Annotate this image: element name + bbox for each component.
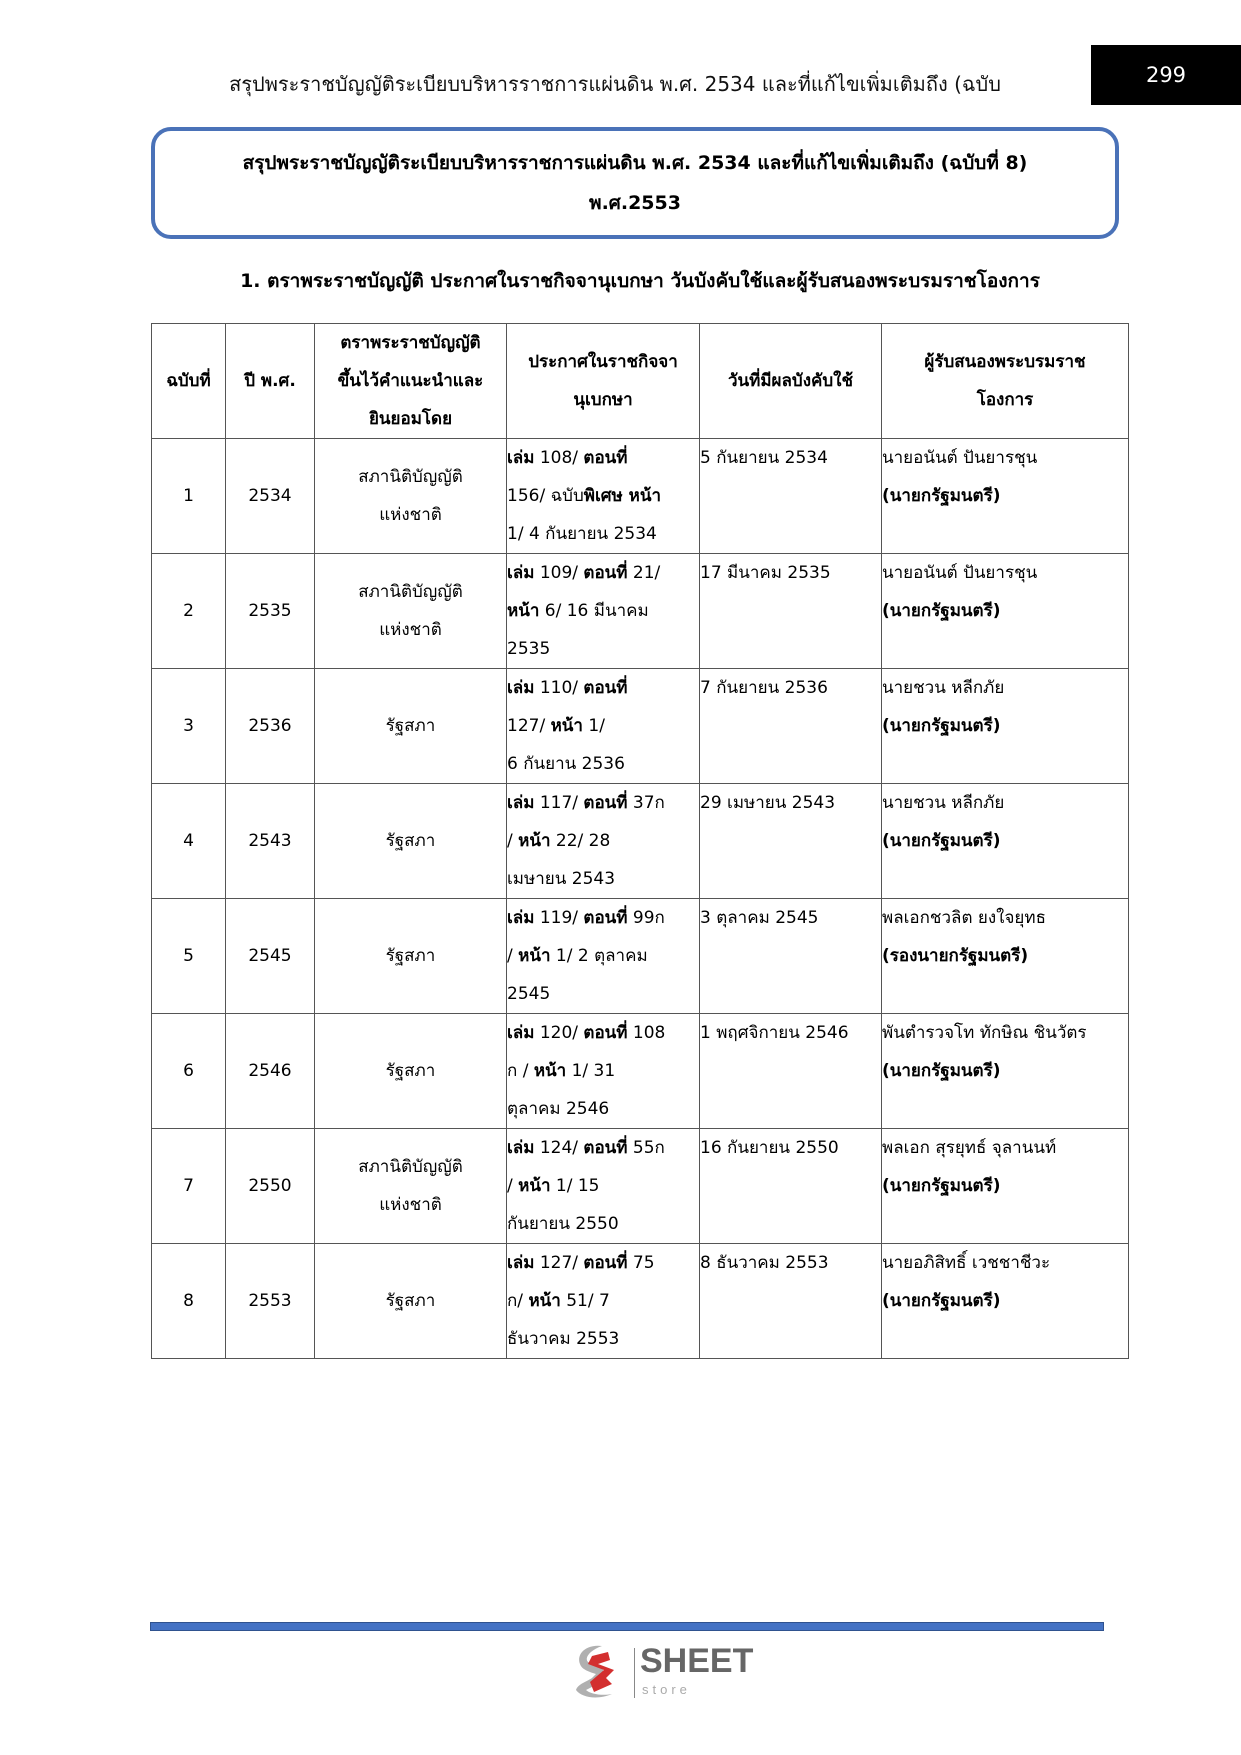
enacted-by-line: สภานิติบัญญัติ: [358, 582, 463, 602]
cell-effective-date: 8 ธันวาคม 2553: [700, 1244, 882, 1359]
gazette-segment: 108/: [534, 448, 584, 468]
page-number-text: 299: [1145, 63, 1187, 87]
gazette-segment: 127/: [507, 716, 551, 736]
gazette-line: [507, 937, 699, 975]
enacted-by-line: รัฐสภา: [385, 1061, 436, 1081]
gazette-segment: หน้า: [550, 716, 583, 736]
cell-gazette: [507, 439, 700, 554]
cell-enacted-by: [315, 1129, 507, 1244]
gazette-segment: 51/ 7: [560, 1291, 610, 1311]
header-enacted-by-line: ขึ้นไว้คำแนะนำและ: [337, 371, 484, 391]
cell-effective-date: 3 ตุลาคม 2545: [700, 899, 882, 1014]
gazette-segment: หน้า: [518, 1176, 551, 1196]
cell-year: 2534: [226, 439, 315, 554]
enacted-by-line: แห่งชาติ: [379, 505, 442, 525]
signer-name: พันตำรวจโท ทักษิณ ชินวัตร: [882, 1023, 1087, 1043]
gazette-segment: 120/: [534, 1023, 584, 1043]
enacted-by-line: แห่งชาติ: [379, 1195, 442, 1215]
gazette-line: [507, 1167, 699, 1205]
header-countersigned: [882, 324, 1129, 439]
table-row: [152, 439, 1129, 554]
cell-effective-date: 16 กันยายน 2550: [700, 1129, 882, 1244]
table-row: [152, 899, 1129, 1014]
gazette-segment: /: [507, 1176, 519, 1196]
enacted-by-line: รัฐสภา: [385, 716, 436, 736]
cell-gazette: [507, 669, 700, 784]
cell-countersigned: [882, 1129, 1129, 1244]
header-year: ปี พ.ศ.: [226, 324, 315, 439]
signer-name: นายชวน หลีกภัย: [882, 793, 1005, 813]
sheet-store-logo: [572, 1642, 752, 1702]
gazette-segment: หน้า: [533, 1061, 567, 1081]
gazette-line: [507, 1282, 699, 1320]
signer-position: (นายกรัฐมนตรี): [882, 601, 1001, 621]
gazette-line: [507, 784, 699, 822]
gazette-line: [507, 1320, 699, 1358]
cell-year: 2543: [226, 784, 315, 899]
header-enacted-by: [315, 324, 507, 439]
gazette-line: [507, 1244, 699, 1282]
gazette-segment: ตอนที่: [583, 793, 628, 813]
signer-name: นายอภิสิทธิ์ เวชชาชีวะ: [882, 1253, 1051, 1273]
enacted-by-line: รัฐสภา: [385, 1291, 436, 1311]
gazette-line: [507, 899, 699, 937]
signer-position: (นายกรัฐมนตรี): [882, 1061, 1001, 1081]
signer-position: (นายกรัฐมนตรี): [882, 486, 1001, 506]
gazette-segment: /: [507, 946, 519, 966]
header-gazette-line: นุเบกษา: [573, 390, 633, 410]
enacted-by-line: แห่งชาติ: [379, 620, 442, 640]
cell-num: 7: [152, 1129, 226, 1244]
gazette-line: [507, 439, 699, 477]
gazette-segment: 156/ ฉบับ: [507, 486, 584, 506]
running-header: สรุปพระราชบัญญัติระเบียบบริหารราชการแผ่นดิน พ.ศ. 2534 และที่แก้ไขเพิ่มเติมถึง (ฉบับ: [229, 72, 1001, 96]
gazette-segment: 109/: [534, 563, 584, 583]
gazette-segment: หน้า: [528, 1291, 561, 1311]
page-number: [1091, 45, 1241, 105]
gazette-segment: 127/: [534, 1253, 584, 1273]
gazette-segment: เล่ม: [507, 448, 535, 468]
cell-countersigned: [882, 554, 1129, 669]
header-gazette-line: ประกาศในราชกิจจา: [528, 352, 678, 372]
signer-position: (นายกรัฐมนตรี): [882, 831, 1001, 851]
gazette-line: [507, 669, 699, 707]
gazette-line: [507, 1014, 699, 1052]
logo-subword: store: [642, 1682, 691, 1697]
header-countersigned-line: ผู้รับสนองพระบรมราช: [924, 352, 1086, 372]
table-row: [152, 784, 1129, 899]
cell-effective-date: 17 มีนาคม 2535: [700, 554, 882, 669]
gazette-segment: ธันวาคม 2553: [507, 1329, 620, 1349]
cell-year: 2545: [226, 899, 315, 1014]
gazette-segment: ตอนที่: [583, 448, 628, 468]
gazette-line: [507, 1052, 699, 1090]
gazette-line: [507, 860, 699, 898]
gazette-segment: พิเศษ หน้า: [583, 486, 662, 506]
header-enacted-by-line: ยินยอมโดย: [368, 409, 453, 429]
enacted-by-line: รัฐสภา: [385, 831, 436, 851]
gazette-segment: เล่ม: [507, 1253, 535, 1273]
gazette-segment: 22/ 28: [550, 831, 611, 851]
signer-position: (รองนายกรัฐมนตรี): [882, 946, 1029, 966]
cell-year: 2546: [226, 1014, 315, 1129]
cell-year: 2535: [226, 554, 315, 669]
signer-position: (นายกรัฐมนตรี): [882, 716, 1001, 736]
signer-name: พลเอกชวลิต ยงใจยุทธ: [882, 908, 1046, 928]
logo-s-icon: [572, 1642, 624, 1700]
gazette-segment: ตอนที่: [583, 678, 628, 698]
gazette-segment: 37ก: [627, 793, 665, 813]
signer-name: พลเอก สุรยุทธ์ จุลานนท์: [882, 1138, 1057, 1158]
logo-word: SHEET: [640, 1642, 754, 1680]
gazette-segment: 99ก: [627, 908, 665, 928]
cell-countersigned: [882, 669, 1129, 784]
table-header-row: [152, 324, 1129, 439]
gazette-segment: เล่ม: [507, 1023, 535, 1043]
gazette-segment: เล่ม: [507, 678, 535, 698]
gazette-segment: 55ก: [627, 1138, 665, 1158]
gazette-segment: 117/: [534, 793, 584, 813]
cell-countersigned: [882, 439, 1129, 554]
gazette-segment: 108: [627, 1023, 666, 1043]
gazette-segment: ตอนที่: [583, 908, 628, 928]
gazette-segment: เล่ม: [507, 793, 535, 813]
signer-name: นายอนันต์ ปันยารชุน: [882, 563, 1038, 583]
cell-gazette: [507, 1244, 700, 1359]
cell-enacted-by: [315, 439, 507, 554]
gazette-segment: 2545: [507, 984, 551, 1004]
gazette-segment: 1/ 15: [550, 1176, 600, 1196]
signer-name: นายอนันต์ ปันยารชุน: [882, 448, 1038, 468]
cell-gazette: [507, 784, 700, 899]
gazette-segment: หน้า: [518, 831, 551, 851]
gazette-segment: 2535: [507, 639, 551, 659]
cell-enacted-by: [315, 1014, 507, 1129]
gazette-segment: 6/ 16 มีนาคม: [539, 601, 649, 621]
table-row: [152, 1244, 1129, 1359]
cell-enacted-by: [315, 784, 507, 899]
table-row: [152, 554, 1129, 669]
gazette-segment: ก /: [507, 1061, 534, 1081]
gazette-line: [507, 554, 699, 592]
gazette-line: [507, 1129, 699, 1167]
cell-enacted-by: [315, 899, 507, 1014]
gazette-segment: เล่ม: [507, 1138, 535, 1158]
gazette-segment: 75: [627, 1253, 655, 1273]
gazette-line: [507, 707, 699, 745]
gazette-segment: 21/: [627, 563, 661, 583]
header-effective-date: วันที่มีผลบังคับใช้: [700, 324, 882, 439]
gazette-line: [507, 477, 699, 515]
header-num: ฉบับที่: [152, 324, 226, 439]
cell-countersigned: [882, 1244, 1129, 1359]
enacted-by-line: สภานิติบัญญัติ: [358, 1157, 463, 1177]
cell-num: 2: [152, 554, 226, 669]
table-row: [152, 669, 1129, 784]
footer-bar: [150, 1622, 1104, 1631]
gazette-segment: 1/: [582, 716, 605, 736]
cell-gazette: [507, 554, 700, 669]
header-gazette: [507, 324, 700, 439]
signer-name: นายชวน หลีกภัย: [882, 678, 1005, 698]
header-countersigned-line: โองการ: [976, 390, 1034, 410]
cell-num: 3: [152, 669, 226, 784]
gazette-line: [507, 975, 699, 1013]
cell-enacted-by: [315, 554, 507, 669]
gazette-segment: 1/ 31: [566, 1061, 616, 1081]
gazette-segment: เล่ม: [507, 908, 535, 928]
gazette-segment: เมษายน 2543: [507, 869, 616, 889]
cell-effective-date: 29 เมษายน 2543: [700, 784, 882, 899]
enacted-by-line: สภานิติบัญญัติ: [358, 467, 463, 487]
title-line-2: พ.ศ.2553: [589, 192, 681, 214]
cell-countersigned: [882, 899, 1129, 1014]
cell-gazette: [507, 899, 700, 1014]
gazette-line: [507, 822, 699, 860]
cell-year: 2553: [226, 1244, 315, 1359]
enacted-by-line: รัฐสภา: [385, 946, 436, 966]
gazette-segment: กันยายน 2550: [507, 1214, 619, 1234]
signer-position: (นายกรัฐมนตรี): [882, 1176, 1001, 1196]
cell-enacted-by: [315, 1244, 507, 1359]
gazette-segment: 119/: [534, 908, 584, 928]
table-row: [152, 1129, 1129, 1244]
cell-num: 8: [152, 1244, 226, 1359]
gazette-line: [507, 515, 699, 553]
logo-divider: [634, 1648, 635, 1698]
gazette-segment: ตอนที่: [583, 1138, 628, 1158]
table-row: [152, 1014, 1129, 1129]
title-line-1: สรุปพระราชบัญญัติระเบียบบริหารราชการแผ่นดิน พ.ศ. 2534 และที่แก้ไขเพิ่มเติมถึง (ฉบับที่ 8): [242, 152, 1028, 174]
cell-effective-date: 7 กันยายน 2536: [700, 669, 882, 784]
cell-year: 2550: [226, 1129, 315, 1244]
gazette-line: [507, 592, 699, 630]
cell-num: 4: [152, 784, 226, 899]
cell-gazette: [507, 1129, 700, 1244]
cell-effective-date: 1 พฤศจิกายน 2546: [700, 1014, 882, 1129]
table-body: [152, 439, 1129, 1359]
cell-num: 5: [152, 899, 226, 1014]
gazette-segment: 6 กันยาน 2536: [507, 754, 625, 774]
cell-gazette: [507, 1014, 700, 1129]
gazette-segment: ตอนที่: [583, 1023, 628, 1043]
gazette-segment: /: [507, 831, 519, 851]
header-enacted-by-line: ตราพระราชบัญญัติ: [340, 333, 481, 353]
gazette-segment: ตอนที่: [583, 563, 628, 583]
gazette-segment: ก/: [507, 1291, 529, 1311]
cell-num: 1: [152, 439, 226, 554]
gazette-segment: 1/ 2 ตุลาคม: [550, 946, 648, 966]
cell-effective-date: 5 กันยายน 2534: [700, 439, 882, 554]
cell-enacted-by: [315, 669, 507, 784]
cell-num: 6: [152, 1014, 226, 1129]
gazette-line: [507, 630, 699, 668]
cell-countersigned: [882, 784, 1129, 899]
gazette-line: [507, 745, 699, 783]
gazette-segment: 1/ 4 กันยายน 2534: [507, 524, 657, 544]
signer-position: (นายกรัฐมนตรี): [882, 1291, 1001, 1311]
gazette-segment: 110/: [534, 678, 584, 698]
gazette-segment: 124/: [534, 1138, 584, 1158]
cell-year: 2536: [226, 669, 315, 784]
gazette-segment: หน้า: [518, 946, 551, 966]
gazette-line: [507, 1205, 699, 1243]
cell-countersigned: [882, 1014, 1129, 1129]
gazette-line: [507, 1090, 699, 1128]
gazette-segment: ตอนที่: [583, 1253, 628, 1273]
section-heading: 1. ตราพระราชบัญญัติ ประกาศในราชกิจจานุเบกษา วันบังคับใช้และผู้รับสนองพระบรมราชโองการ: [240, 270, 1040, 292]
title-box: [151, 127, 1119, 239]
summary-table: [151, 323, 1129, 1359]
gazette-segment: เล่ม: [507, 563, 535, 583]
gazette-segment: ตุลาคม 2546: [507, 1099, 610, 1119]
gazette-segment: หน้า: [507, 601, 540, 621]
